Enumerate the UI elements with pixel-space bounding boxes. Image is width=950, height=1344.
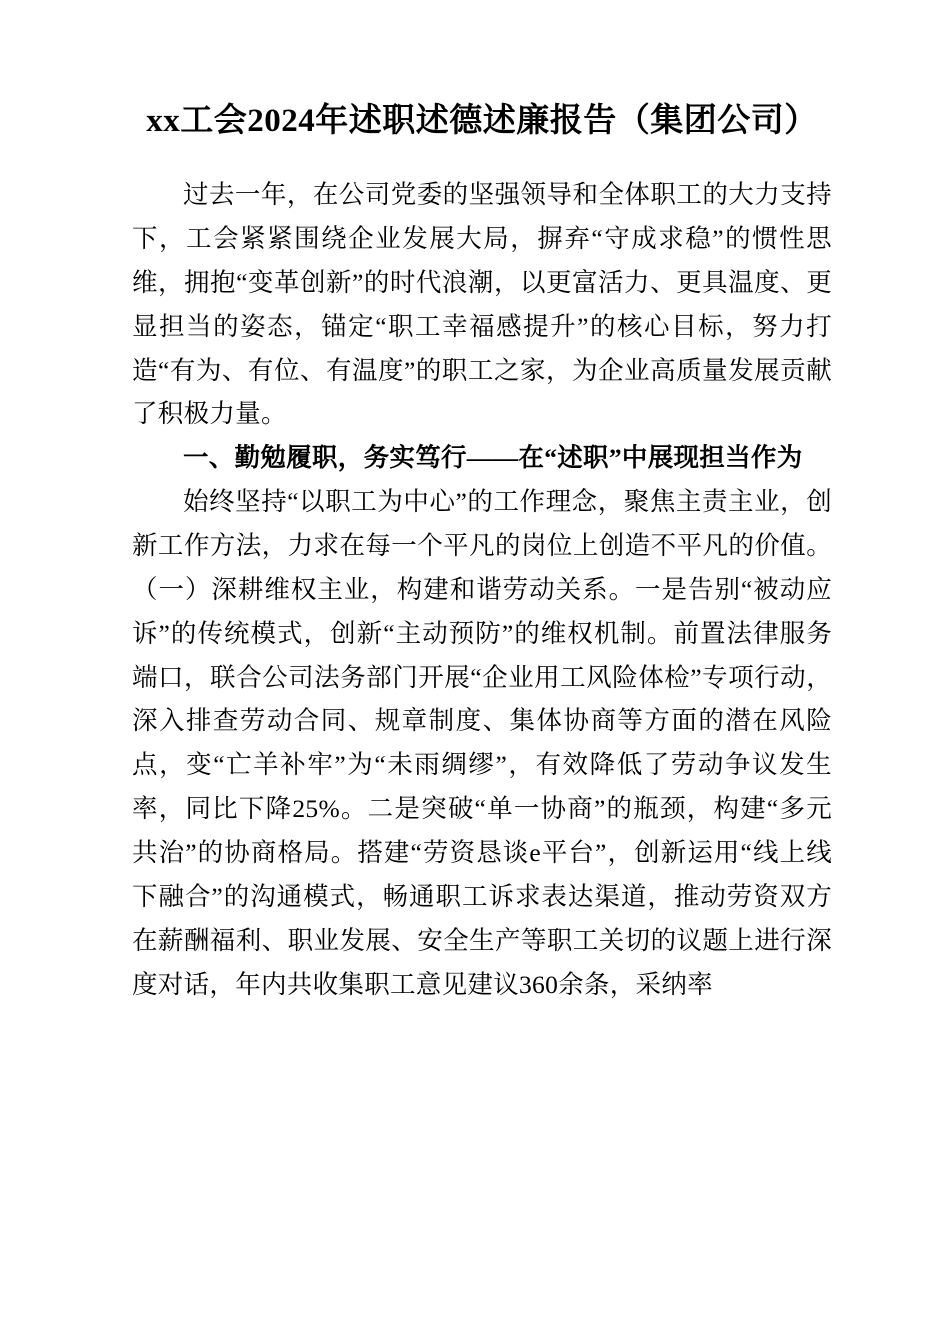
paragraph-section-1-body: 始终坚持“以职工为中心”的工作理念，聚焦主责主业，创新工作方法，力求在每一个平凡的岗位上创造不平凡的价值。（一）深耕维权主业，构建和谐劳动关系。一是告别“被动应诉”的传统模式，创新“主动预防”的维权机制。前置法律服务端口，联合公司法务部门开展“企业用工风险体检”专项行动，深入排查劳动合同、规章制度、集体协商等方面的潜在风险点，变“亡羊补牢”为“未雨绸缪”，有效降低了劳动争议发生率，同比下降25%。二是突破“单一协商”的瓶颈，构建“多元共治”的协商格局。搭建“劳资恳谈e平台”，创新运用“线上线下融合”的沟通模式，畅通职工诉求表达渠道，推动劳资双方在薪酬福利、职业发展、安全生产等职工关切的议题上进行深度对话，年内共收集职工意见建议360余条，采纳率	[132, 487, 832, 999]
section-heading-1: 一、勤勉履职，务实笃行——在“述职”中展现担当作为	[183, 443, 803, 473]
page-title: xx工会2024年述职述德述廉报告（集团公司）	[146, 103, 818, 139]
paragraph-intro: 过去一年，在公司党委的坚强领导和全体职工的大力支持下，工会紧紧围绕企业发展大局，摒弃“守成求稳”的惯性思维，拥抱“变革创新”的时代浪潮，以更富活力、更具温度、更显担当的姿态，锚定“职工幸福感提升”的核心目标，努力打造“有为、有位、有温度”的职工之家，为企业高质量发展贡献了积极力量。	[132, 180, 832, 429]
